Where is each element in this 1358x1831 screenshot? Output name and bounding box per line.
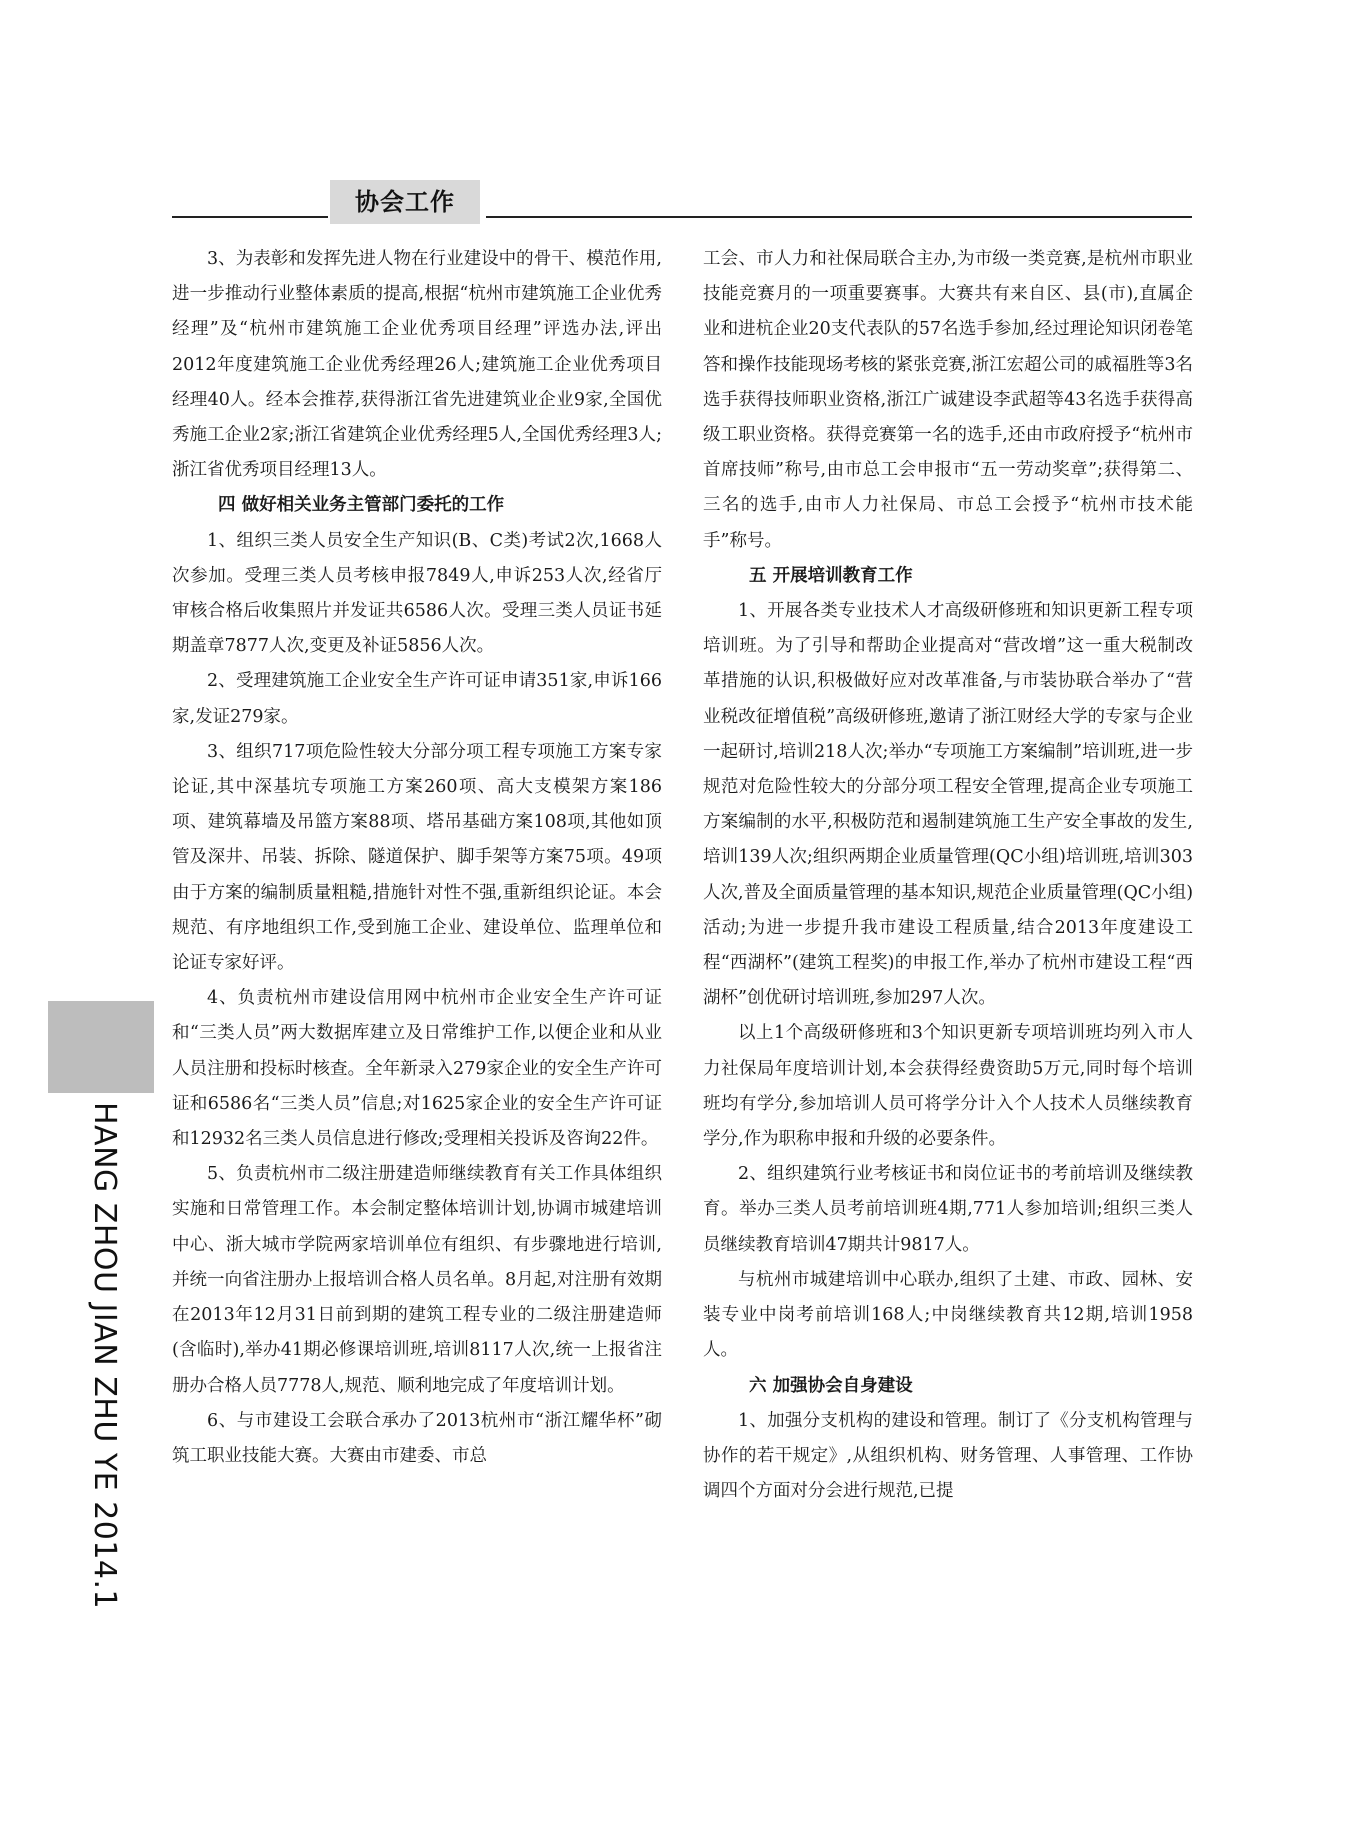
header-rule-left <box>172 216 328 218</box>
section-heading: 四 做好相关业务主管部门委托的工作 <box>218 495 505 516</box>
paragraph: 2、组织建筑行业考核证书和岗位证书的考前培训及继续教育。举办三类人员考前培训班4期,771人参加培训;组织三类人员继续教育培训47期共计9817人。 <box>703 1164 1193 1255</box>
paragraph: 2、受理建筑施工企业安全生产许可证申请351家,申诉166家,发证279家。 <box>172 671 662 727</box>
header-rule-right <box>486 216 1192 218</box>
side-tab-block <box>48 1001 154 1093</box>
paragraph: 1、加强分支机构的建设和管理。制订了《分支机构管理与协作的若干规定》,从组织机构、财务管理、人事管理、工作协调四个方面对分会进行规范,已提 <box>703 1410 1193 1502</box>
paragraph: 1、组织三类人员安全生产知识(B、C类)考试2次,1668人次参加。受理三类人员考核申报7849人,申诉253人次,经省厅审核合格后收集照片并发证共6586人次。受理三类人员证书延期盖章7877人次,变更及补证5856人次。 <box>172 530 662 657</box>
paragraph: 4、负责杭州市建设信用网中杭州市企业安全生产许可证和“三类人员”两大数据库建立及日常维护工作,以便企业和从业人员注册和投标时核查。全年新录入279家企业的安全生产许可证和6586名“三类人员”信息;对1625家企业的安全生产许可证和12932名三类人员信息进行修改;受理相关投诉及咨询22件。 <box>172 988 662 1150</box>
paragraph: 5、负责杭州市二级注册建造师继续教育有关工作具体组织实施和日常管理工作。本会制定整体培训计划,协调市城建培训中心、浙大城市学院两家培训单位有组织、有步骤地进行培训,并统一向省注册办上报培训合格人员名单。8月起,对注册有效期在2013年12月31日前到期的建筑工程专业的二级注册建造师(含临时),举办41期必修课培训班,培训8117人次,统一上报省注册办合格人员7778人,规范、顺利地完成了年度培训计划。 <box>172 1164 662 1396</box>
paragraph: 6、与市建设工会联合承办了2013杭州市“浙江耀华杯”砌筑工职业技能大赛。大赛由市建委、市总 <box>172 1410 662 1466</box>
section-heading: 五 开展培训教育工作 <box>749 565 913 586</box>
paragraph: 与杭州市城建培训中心联办,组织了土建、市政、园林、安装专业中岗考前培训168人;中岗继续教育共12期,培训1958人。 <box>703 1269 1193 1361</box>
paragraph: 工会、市人力和社保局联合主办,为市级一类竞赛,是杭州市职业技能竞赛月的一项重要赛事。大赛共有来自区、县(市),直属企业和进杭企业20支代表队的57名选手参加,经过理论知识闭卷笔答和操作技能现场考核的紧张竞赛,浙江宏超公司的戚福胜等3名选手获得技师职业资格,浙江广诚建设李武超等43名选手获得高级工职业资格。获得竞赛第一名的选手,还由市政府授予“杭州市首席技师”称号,由市总工会申报市“五一劳动奖章”;获得第二、三名的选手,由市人力社保局、市总工会授予“杭州市技术能手”称号。 <box>703 249 1193 551</box>
section-title: 协会工作 <box>330 180 480 224</box>
paragraph: 以上1个高级研修班和3个知识更新专项培训班均列入市人力社保局年度培训计划,本会获得经费资助5万元,同时每个培训班均有学分,参加培训人员可将学分计入个人技术人员继续教育学分,作为职称申报和升级的必要条件。 <box>703 1023 1193 1150</box>
paragraph: 3、为表彰和发挥先进人物在行业建设中的骨干、模范作用,进一步推动行业整体素质的提高,根据“杭州市建筑施工企业优秀经理”及“杭州市建筑施工企业优秀项目经理”评选办法,评出2012年度建筑施工企业优秀经理26人;建筑施工企业优秀项目经理40人。经本会推荐,获得浙江省先进建筑业企业9家,全国优秀施工企业2家;浙江省建筑企业优秀经理5人,全国优秀经理3人;浙江省优秀项目经理13人。 <box>172 249 662 481</box>
left-column <box>172 242 662 1474</box>
right-column <box>703 242 1193 1509</box>
journal-issue-vertical: HANG ZHOU JIAN ZHU YE 2014.1 <box>87 1102 122 1610</box>
paragraph: 1、开展各类专业技术人才高级研修班和知识更新工程专项培训班。为了引导和帮助企业提高对“营改增”这一重大税制改革措施的认识,积极做好应对改革准备,与市装协联合举办了“营业税改征增值税”高级研修班,邀请了浙江财经大学的专家与企业一起研讨,培训218人次;举办“专项施工方案编制”培训班,进一步规范对危险性较大的分部分项工程安全管理,提高企业专项施工方案编制的水平,积极防范和遏制建筑施工生产安全事故的发生,培训139人次;组织两期企业质量管理(QC小组)培训班,培训303人次,普及全面质量管理的基本知识,规范企业质量管理(QC小组)活动;为进一步提升我市建设工程质量,结合2013年度建设工程“西湖杯”(建筑工程奖)的申报工作,举办了杭州市建设工程“西湖杯”创优研讨培训班,参加297人次。 <box>703 601 1194 1009</box>
section-heading: 六 加强协会自身建设 <box>749 1375 913 1396</box>
paragraph: 3、组织717项危险性较大分部分项工程专项施工方案专家论证,其中深基坑专项施工方案260项、高大支模架方案186项、建筑幕墙及吊篮方案88项、塔吊基础方案108项,其他如顶管及深井、吊装、拆除、隧道保护、脚手架等方案75项。49项由于方案的编制质量粗糙,措施针对性不强,重新组织论证。本会规范、有序地组织工作,受到施工企业、建设单位、监理单位和论证专家好评。 <box>172 741 662 974</box>
